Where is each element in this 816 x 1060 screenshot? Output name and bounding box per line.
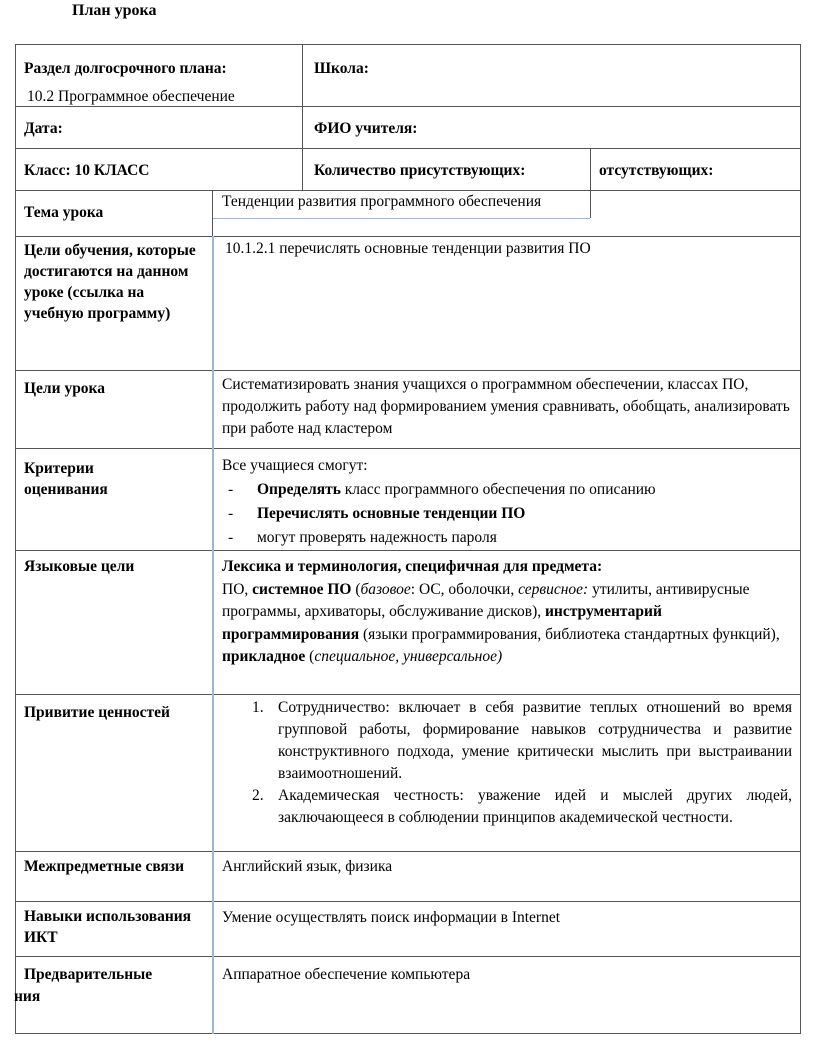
ict-value: Умение осуществлять поиск информации в Internet <box>222 909 561 926</box>
criteria-item: - Перечислять основные тенденции ПО <box>228 505 526 522</box>
language-goals-content <box>222 556 792 669</box>
topic-label: Тема урока <box>24 204 104 221</box>
interdisciplinary-label: Межпредметные связи <box>24 858 185 875</box>
teacher-label: ФИО учителя: <box>314 120 418 137</box>
topic-value: Тенденции развития программного обеспечения <box>222 193 542 210</box>
values-label: Привитие ценностей <box>24 704 170 721</box>
lesson-goals-value: Систематизировать знания учащихся о программном обеспечении, классах ПО, продолжить работу над формированием умения сравнивать, обобщать, анализировать при работе над кластером <box>222 376 790 437</box>
interdisciplinary-value: Английский язык, физика <box>222 858 393 875</box>
school-label: Школа: <box>314 60 369 77</box>
section-label: Раздел долгосрочного плана: <box>24 60 227 77</box>
lesson-goals-label: Цели урока <box>24 380 106 397</box>
class-label: Класс: 10 КЛАСС <box>24 162 150 179</box>
present-label: Количество присутствующих: <box>314 162 526 179</box>
prior-label-cont: ния <box>14 988 41 1005</box>
language-goals-text: ПО, системное ПО (базовое: ОС, оболочки, сервисное: утилиты, антивирусные программы, архиваторы, обслуживание дисков), инструментарий программирования (языки программирования, библиотека стандартных функций), прикладное (специальное, универсальное) <box>222 580 780 665</box>
learning-goals-value: 10.1.2.1 перечислять основные тенденции развития ПО <box>225 240 591 257</box>
page-title: План урока <box>72 2 157 19</box>
language-goals-label: Языковые цели <box>24 558 135 575</box>
values-item: 2. Академическая честность: уважение идей и мыслей других людей, заключающееся в соблюдении принципов академической честности. <box>252 787 792 826</box>
values-item: 1. Сотрудничество: включает в себя развитие теплых отношений во время групповой работы, формирование навыков сотрудничества и развитие конструктивного подхода, умение критически мыслить при выстраивании взаимоотношений. <box>252 699 792 782</box>
prior-value: Аппаратное обеспечение компьютера <box>222 966 471 983</box>
criteria-label: Критерии оценивания <box>24 460 108 498</box>
language-goals-heading: Лексика и терминология, специфичная для предмета: <box>222 558 603 575</box>
criteria-content <box>222 454 792 550</box>
section-value: 10.2 Программное обеспечение <box>27 88 235 105</box>
criteria-intro: Все учащиеся смогут: <box>222 457 368 474</box>
prior-label: Предварительные <box>24 966 153 983</box>
criteria-item: - Определять класс программного обеспечения по описанию <box>228 481 656 498</box>
criteria-item: - могут проверять надежность пароля <box>228 529 497 546</box>
learning-goals-label: Цели обучения, которые достигаются на данном уроке (ссылка на учебную программу) <box>24 242 196 322</box>
date-label: Дата: <box>24 120 63 137</box>
absent-label: отсутствующих: <box>599 162 714 179</box>
values-content <box>222 697 792 829</box>
ict-label: Навыки использования ИКТ <box>24 908 192 946</box>
